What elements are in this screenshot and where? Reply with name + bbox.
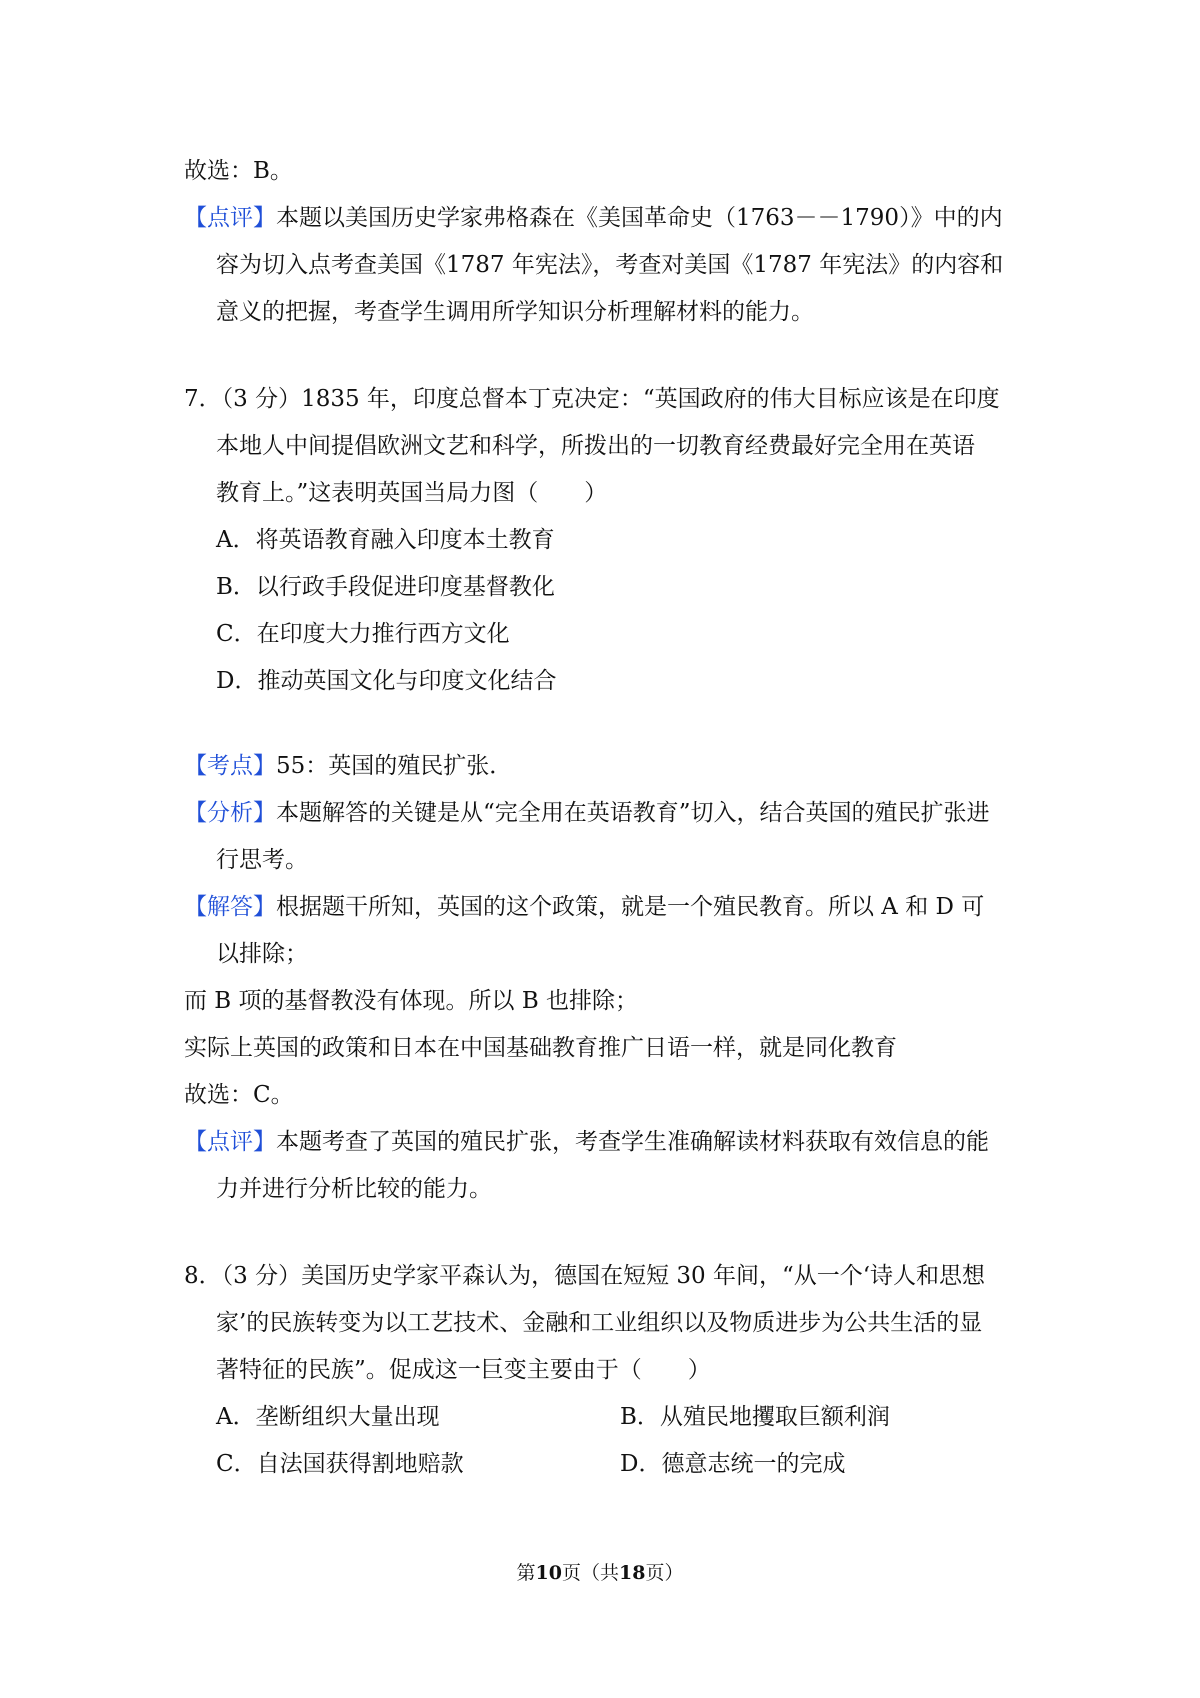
- q7-option-b: B．以行政手段促进印度基督教化: [216, 574, 555, 600]
- q8-option-c: C．自法国获得割地赔款: [216, 1451, 464, 1477]
- q7-option-d: D．推动英国文化与印度文化结合: [216, 668, 557, 694]
- q7-fenxi-line-1: 【分析】本题解答的关键是从“完全用在英语教育”切入，结合英国的殖民扩张进: [184, 800, 990, 826]
- prev-comment-line-2: 容为切入点考查美国《1787 年宪法》，考查对美国《1787 年宪法》的内容和: [216, 252, 1004, 278]
- q7-answer: 故选：C。: [184, 1082, 294, 1108]
- q7-fenxi-line-2: 行思考。: [216, 847, 308, 873]
- q7-stem-line-1: 7．（3 分）1835 年，印度总督本丁克决定：“英国政府的伟大目标应该是在印度: [184, 386, 1000, 412]
- q7-jieda-line-2: 以排除；: [216, 941, 308, 967]
- q8-option-a: A．垄断组织大量出现: [216, 1404, 440, 1430]
- q8-stem-line-1: 8．（3 分）美国历史学家平森认为，德国在短短 30 年间，“从一个‘诗人和思想: [184, 1263, 986, 1289]
- prev-comment-line-3: 意义的把握，考查学生调用所学知识分析理解材料的能力。: [216, 299, 814, 325]
- page-footer: 第10页（共18页）: [516, 1562, 684, 1584]
- comment-tag: 【点评】: [184, 1129, 276, 1155]
- jieda-tag: 【解答】: [184, 894, 276, 920]
- comment-tag: 【点评】: [184, 205, 276, 231]
- prev-answer: 故选：B。: [184, 158, 293, 184]
- q7-stem-line-2: 本地人中间提倡欧洲文艺和科学，所拨出的一切教育经费最好完全用在英语: [216, 433, 975, 459]
- q8-option-d: D．德意志统一的完成: [620, 1451, 846, 1477]
- q7-body-line-1: 而 B 项的基督教没有体现。所以 B 也排除；: [184, 988, 639, 1014]
- fenxi-tag: 【分析】: [184, 800, 276, 826]
- q7-comment-line-2: 力并进行分析比较的能力。: [216, 1176, 492, 1202]
- q8-stem-line-2: 家’的民族转变为以工艺技术、金融和工业组织以及物质进步为公共生活的显: [216, 1310, 983, 1336]
- q7-stem-line-3: 教育上。”这表明英国当局力图（ ）: [216, 480, 608, 506]
- q7-option-c: C．在印度大力推行西方文化: [216, 621, 510, 647]
- kaodian-tag: 【考点】: [184, 753, 276, 779]
- q7-jieda-line-1: 【解答】根据题干所知，英国的这个政策，就是一个殖民教育。所以 A 和 D 可: [184, 894, 985, 920]
- page-number: 10: [535, 1562, 562, 1584]
- q8-stem-line-3: 著特征的民族”。促成这一巨变主要由于（ ）: [216, 1357, 711, 1383]
- q7-option-a: A．将英语教育融入印度本土教育: [216, 527, 555, 553]
- q8-options-row-1: [184, 1394, 1024, 1441]
- page-content: [184, 148, 1024, 1488]
- page-total: 18: [619, 1562, 646, 1584]
- q7-body-line-2: 实际上英国的政策和日本在中国基础教育推广日语一样，就是同化教育: [184, 1035, 897, 1061]
- q8-option-b: B．从殖民地攫取巨额利润: [620, 1404, 890, 1430]
- q7-comment-line-1: 【点评】本题考查了英国的殖民扩张，考查学生准确解读材料获取有效信息的能: [184, 1129, 989, 1155]
- q8-options-row-2: [184, 1441, 1024, 1488]
- prev-comment-line-1: 【点评】本题以美国历史学家弗格森在《美国革命史（1763－－1790）》中的内: [184, 205, 1003, 231]
- q7-kaodian: 【考点】55：英国的殖民扩张．: [184, 753, 513, 779]
